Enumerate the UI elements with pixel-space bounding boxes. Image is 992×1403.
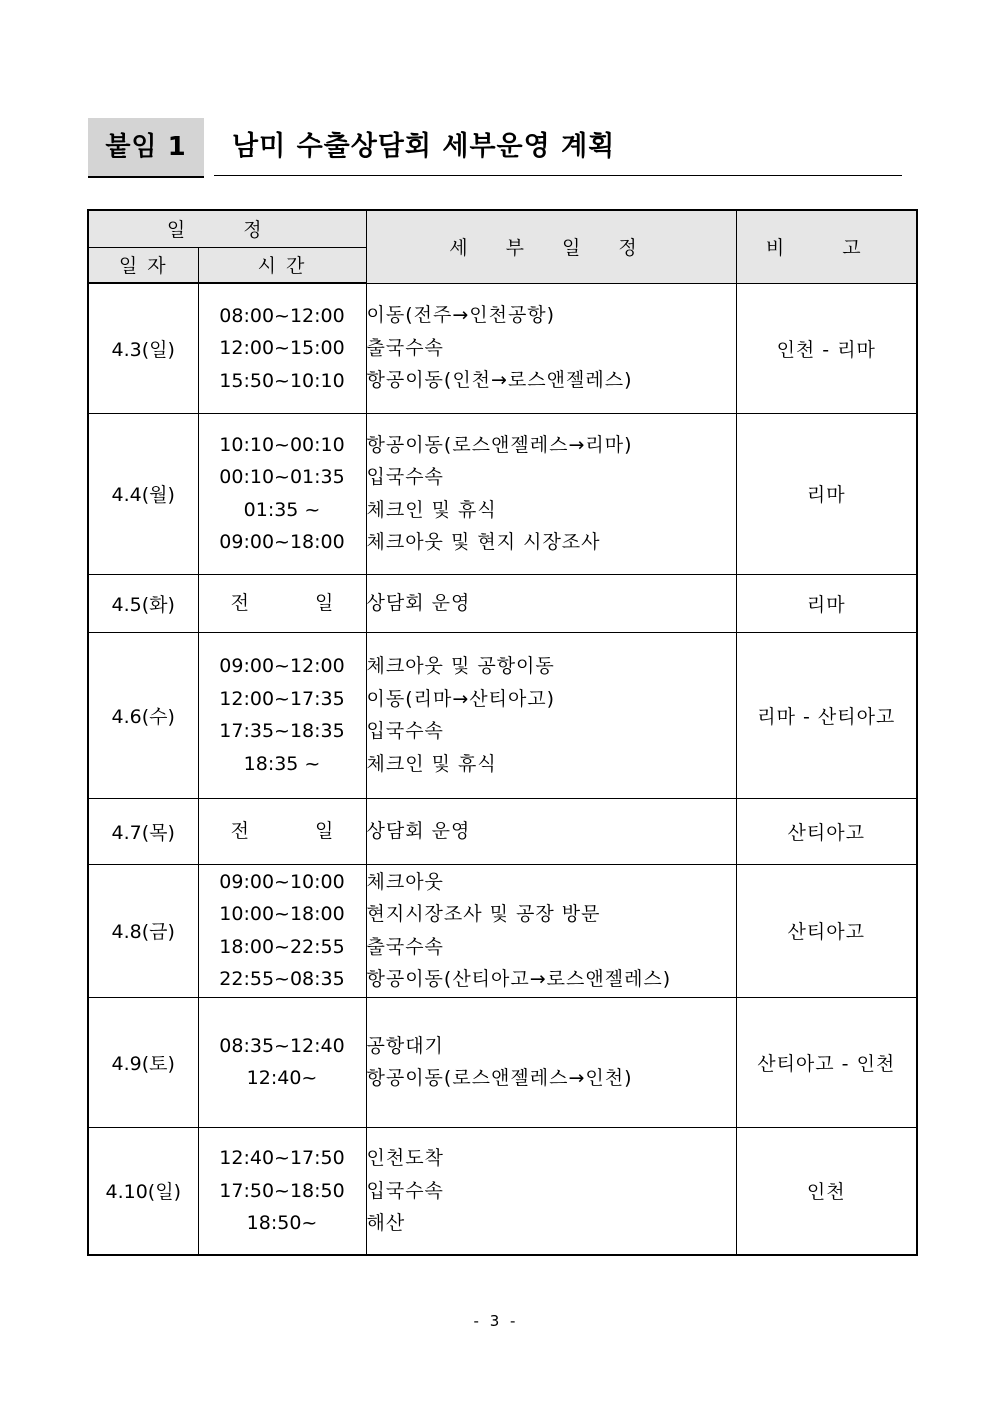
time-entry: 12:40~: [246, 1067, 318, 1089]
row-time: [198, 1127, 366, 1255]
row-detail: [366, 632, 736, 798]
document-title-bar: [88, 118, 902, 178]
table-row: [88, 1127, 917, 1255]
time-entry: 12:00~17:35: [219, 687, 345, 710]
row-note: 산티아고: [736, 798, 917, 864]
row-detail: [366, 798, 736, 864]
detail-entry: 인천도착: [366, 1147, 444, 1169]
row-time: [198, 997, 366, 1127]
page-number: - 3 -: [473, 1312, 519, 1330]
header-detail: 세 부 일 정: [366, 210, 736, 283]
row-detail: [366, 1127, 736, 1255]
row-date: 4.8(금): [88, 864, 198, 997]
title-underline: [214, 175, 902, 176]
detail-entry: 체크아웃 및 현지 시장조사: [366, 531, 601, 553]
row-date: 4.9(토): [88, 997, 198, 1127]
detail-entry: 출국수속: [366, 336, 444, 359]
detail-entry: 항공이동(산티아고→로스앤젤레스): [366, 968, 672, 990]
row-date: 4.10(일): [88, 1127, 198, 1255]
time-entry: 전 일: [230, 819, 364, 842]
table-row: [88, 997, 917, 1127]
time-entry: 08:00~12:00: [219, 304, 345, 327]
time-entry: 전 일: [230, 591, 364, 614]
row-time: [198, 283, 366, 413]
detail-entry: 상담회 운영: [366, 591, 471, 614]
table-row: [88, 632, 917, 798]
detail-entry: 체크아웃: [366, 870, 444, 893]
detail-entry: 입국수속: [366, 1179, 444, 1202]
time-entry: 10:10~00:10: [219, 433, 345, 456]
header-row-1: [88, 210, 917, 247]
detail-entry: 이동(리마→산티아고): [366, 687, 556, 710]
row-date: 4.6(수): [88, 632, 198, 798]
detail-entry: 체크인 및 휴식: [366, 498, 497, 521]
detail-entry: 출국수속: [366, 935, 444, 958]
time-entry: 22:55~08:35: [219, 968, 345, 990]
time-entry: 01:35 ~: [243, 498, 321, 521]
time-entry: 10:00~18:00: [219, 903, 345, 925]
schedule-body: [88, 283, 917, 1255]
time-entry: 17:50~18:50: [219, 1179, 345, 1202]
detail-entry: 현지시장조사 및 공장 방문: [366, 903, 601, 925]
table-row: [88, 864, 917, 997]
detail-entry: 항공이동(로스앤젤레스→인천): [366, 1067, 633, 1089]
row-note: 산티아고: [736, 864, 917, 997]
detail-entry: 항공이동(인천→로스앤젤레스): [366, 369, 633, 392]
row-date: 4.4(월): [88, 413, 198, 574]
row-date: 4.3(일): [88, 283, 198, 413]
time-entry: 09:00~12:00: [219, 655, 345, 677]
table-row: [88, 798, 917, 864]
row-detail: [366, 997, 736, 1127]
row-note: 리마 - 산티아고: [736, 632, 917, 798]
detail-entry: 입국수속: [366, 720, 444, 742]
time-entry: 18:00~22:55: [219, 935, 345, 958]
detail-entry: 해산: [366, 1212, 406, 1234]
time-entry: 12:00~15:00: [219, 337, 345, 359]
row-time: [198, 864, 366, 997]
detail-entry: 체크인 및 휴식: [366, 752, 497, 775]
row-time: [198, 413, 366, 574]
time-entry: 09:00~18:00: [219, 531, 345, 553]
row-note: 리마: [736, 574, 917, 632]
row-note: 산티아고 - 인천: [736, 997, 917, 1127]
table-row: [88, 283, 917, 413]
time-entry: 12:40~17:50: [219, 1147, 345, 1169]
time-entry: 00:10~01:35: [219, 466, 345, 488]
row-note: 리마: [736, 413, 917, 574]
time-entry: 09:00~10:00: [219, 870, 345, 893]
header-date: 일 자: [88, 247, 198, 283]
row-time: [198, 798, 366, 864]
time-entry: 17:35~18:35: [219, 720, 345, 742]
row-time: [198, 574, 366, 632]
row-detail: [366, 283, 736, 413]
row-detail: [366, 574, 736, 632]
row-date: 4.7(목): [88, 798, 198, 864]
detail-entry: 체크아웃 및 공항이동: [366, 655, 555, 677]
row-detail: [366, 413, 736, 574]
row-note: 인천 - 리마: [736, 283, 917, 413]
attachment-badge: 붙임 1: [88, 118, 204, 178]
detail-entry: 공항대기: [366, 1034, 444, 1057]
row-date: 4.5(화): [88, 574, 198, 632]
detail-entry: 이동(전주→인천공항): [366, 304, 556, 327]
row-note: 인천: [736, 1127, 917, 1255]
time-entry: 15:50~10:10: [219, 369, 345, 392]
detail-entry: 입국수속: [366, 466, 444, 488]
table-row: [88, 574, 917, 632]
header-time: 시 간: [198, 247, 366, 283]
detail-entry: 상담회 운영: [366, 819, 471, 842]
time-entry: 18:50~: [246, 1212, 318, 1234]
detail-entry: 항공이동(로스앤젤레스→리마): [366, 433, 633, 456]
header-note: 비 고: [736, 210, 917, 283]
header-schedule: 일 정: [88, 210, 366, 247]
row-detail: [366, 864, 736, 997]
table-row: [88, 413, 917, 574]
time-entry: 18:35 ~: [243, 752, 321, 775]
page-title: 남미 수출상담회 세부운영 계획: [232, 131, 616, 162]
time-entry: 08:35~12:40: [219, 1034, 345, 1057]
schedule-table: [87, 209, 918, 1256]
row-time: [198, 632, 366, 798]
